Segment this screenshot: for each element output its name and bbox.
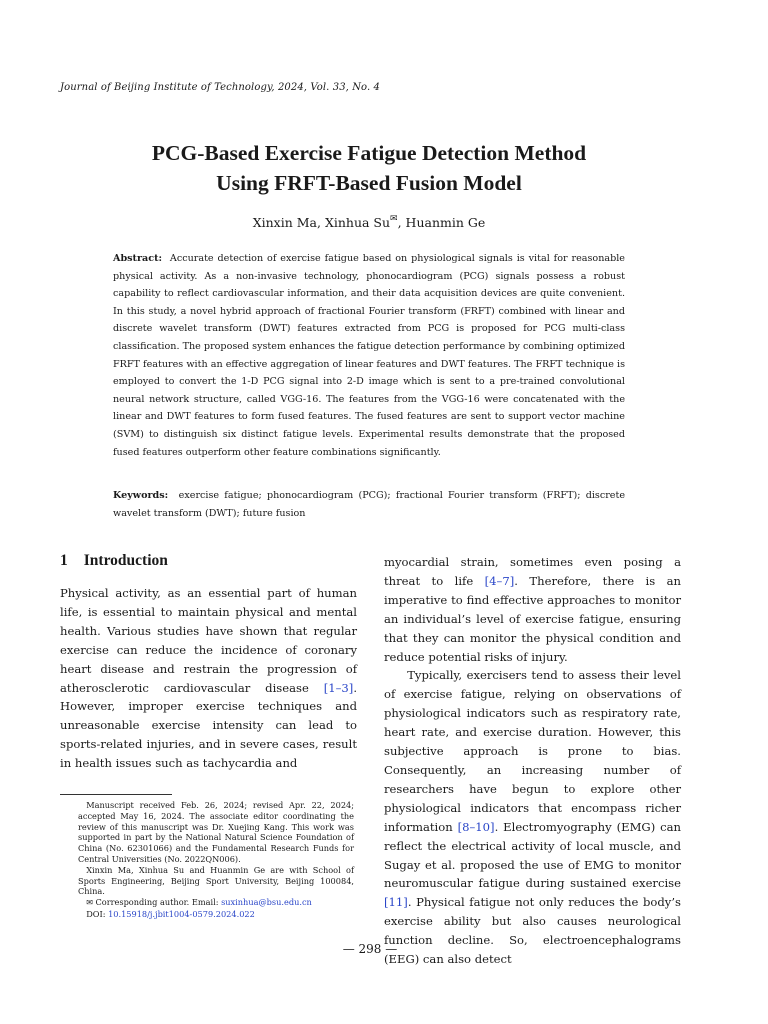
para2-text-c: . Physical fatigue not only reduces the body’s exercise ability but also causes neurological function decline. So, electroencephalograms (EEG) can also detect — [384, 895, 681, 967]
intro-paragraph-1 — [60, 584, 357, 773]
envelope-icon: ✉ — [390, 214, 398, 224]
keywords-label: Keywords: — [113, 490, 169, 501]
keywords-text: exercise fatigue; phonocardiogram (PCG); fractional Fourier transform (FRFT); discrete wavelet transform (DWT); future fusion — [113, 490, 626, 519]
para1-text-c: . Therefore, there is an imperative to find effective approaches to monitor an individual’s level of exercise fatigue, ensuring that they can monitor the physical condition and reduce potential risks of injury. — [384, 573, 681, 664]
abstract-label: Abstract: — [113, 253, 163, 264]
para2-text-b: . Electromyography (EMG) can reflect the electrical activity of local muscle, and Sugay et al. proposed the use of EMG to monitor neuromuscular fatigue during sustained exercise — [384, 819, 681, 891]
citation-link[interactable]: [8–10] — [457, 819, 495, 834]
footnote-received: Manuscript received Feb. 26, 2024; revised Apr. 22, 2024; accepted May 16, 2024. The associate editor coordinating the review of this manuscript was Dr. Xuejing Kang. This work was supported in part by the National Natural Science Foundation of China (No. 62301066) and the Fundamental Research Funds for Central Universities (No. 2022QN006). — [78, 800, 354, 864]
para1-text-a: Physical activity, as an essential part of human life, is essential to maintain physical and mental health. Various studies have shown that regular exercise can reduce the incidence of coronary heart disease and restrain the progression of atherosclerotic cardiovascular disease — [60, 586, 357, 695]
doi-link[interactable]: 10.15918/j.jbit1004-0579.2024.022 — [108, 908, 255, 919]
journal-header: Journal of Beijing Institute of Technology, 2024, Vol. 33, No. 4 — [60, 82, 381, 93]
corresponding-label: Corresponding author. Email: — [95, 897, 222, 908]
citation-link[interactable]: [11] — [384, 895, 408, 910]
footnote-corresponding — [78, 897, 354, 909]
footnote — [78, 800, 354, 920]
intro-paragraph-1-continued — [384, 553, 681, 666]
email-link[interactable]: suxinhua@bsu.edu.cn — [221, 897, 312, 908]
citation-link[interactable]: [4–7] — [484, 573, 515, 588]
footnote-doi — [78, 909, 354, 920]
footnote-affiliation: Xinxin Ma, Xinhua Su and Huanmin Ge are with School of Sports Engineering, Beijing Sport University, Beijing 100084, China. — [78, 864, 354, 897]
abstract-text: Accurate detection of exercise fatigue based on physiological signals is vital for reasonable physical activity. As a non-invasive technology, phonocardiogram (PCG) signals possess a robust capability to reflect cardiovascular information, and their data acquisition devices are quite convenient. In this study, a novel hybrid approach of fractional Fourier transform (FRFT) combined with linear and discrete wavelet transform (DWT) features extracted from PCG is proposed for PCG multi-class classification. The proposed system enhances the fatigue detection performance by combining optimized FRFT features with an effective aggregation of linear features and DWT features. The FRFT technique is employed to convert the 1-D PCG signal into 2-D image which is sent to a pre-trained convolutional neural network structure, called VGG-16. The features from the VGG-16 were concatenated with the linear and DWT features to form fused features. The fused features are sent to support vector machine (SVM) to distinguish six distinct fatigue levels. Experimental results demonstrate that the proposed fused features outperform other feature combinations significantly. — [113, 253, 625, 458]
footnote-divider — [60, 794, 172, 795]
authors-part-2: , Huanmin Ge — [397, 215, 486, 230]
title-line-1: PCG-Based Exercise Fatigue Detection Method — [151, 141, 587, 165]
citation-link[interactable]: [1–3] — [323, 680, 354, 695]
intro-paragraph-2 — [384, 666, 681, 969]
para2-text-a: Typically, exercisers tend to assess their level of exercise fatigue, relying on observations of physiological indicators such as respiratory rate, heart rate, and exercise duration. However, this subjective approach is prone to bias. Consequently, an increasing number of researchers have begun to explore other physiological indicators that encompass richer information — [384, 668, 681, 834]
envelope-icon: ✉ — [86, 898, 93, 908]
section-heading — [60, 551, 357, 571]
paper-title — [60, 138, 678, 198]
keywords — [113, 487, 625, 523]
right-column — [384, 553, 681, 967]
para1-text-b: . However, improper exercise techniques and unreasonable exercise intensity can lead to sports-related injuries, and in severe cases, result in health issues such as tachycardia and — [60, 680, 357, 771]
authors-part-1: Xinxin Ma, Xinhua Su — [252, 215, 391, 230]
abstract — [113, 250, 625, 461]
left-column — [60, 543, 357, 773]
author-list — [60, 214, 678, 230]
title-line-2: Using FRFT-Based Fusion Model — [216, 171, 522, 195]
section-title: Introduction — [83, 552, 168, 569]
para1-text-b: myocardial strain, sometimes even posing a threat to life — [384, 555, 681, 588]
page-number: — 298 — — [342, 942, 398, 956]
doi-label: DOI: — [86, 908, 109, 919]
section-number: 1 — [60, 552, 68, 569]
